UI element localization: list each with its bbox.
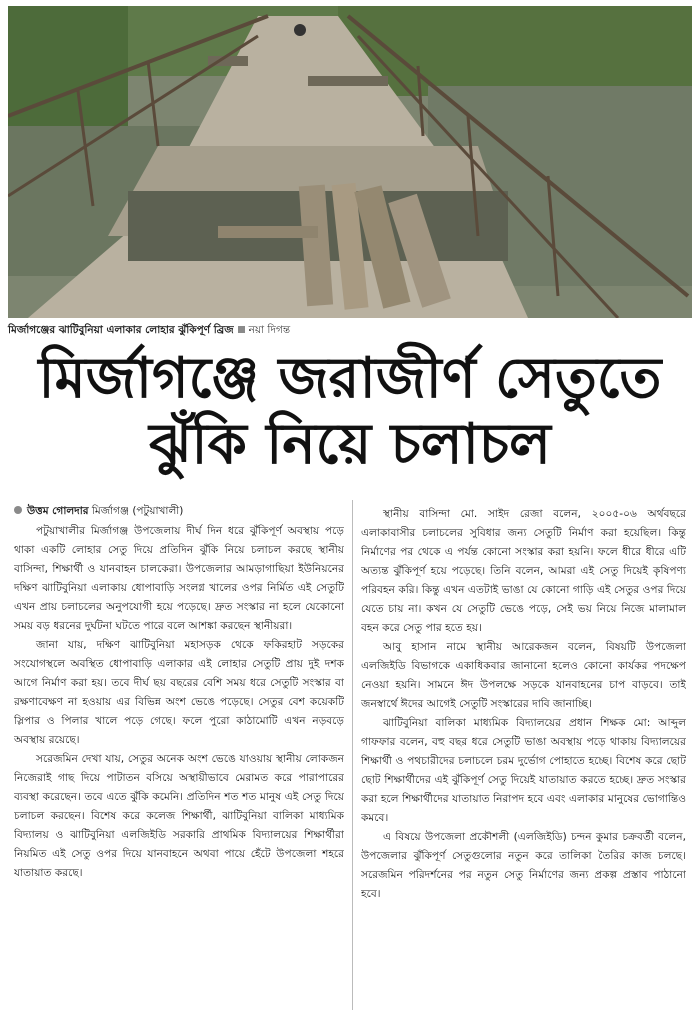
byline (14, 503, 344, 519)
paragraph: জানা যায়, দক্ষিণ ঝাটিবুনিয়া মহাসড়ক থেকে ফকিরহাট সড়কের সংযোগস্থলে অবস্থিত ধোপাবাড়ি এলাকার এই লোহার সেতুটি প্রায় দুই দশক আগে নির্মাণ করা হয়। তবে দীর্ঘ ছয় বছরের বেশি সময় ধরে সেতুটি সংস্কার বা রক্ষণাবেক্ষণ না হওয়ায় এর বিভিন্ন অংশ ভেঙে পড়েছে। সেতুর বেশ কয়েকটি স্লিপার ও পিলার খালে পড়ে গেছে। ফলে পুরো কাঠামোটি এখন নড়বড়ে অবস্থায় রয়েছে। (14, 639, 344, 746)
paragraph: স্থানীয় বাসিন্দা মো. সাইদ রেজা বলেন, ২০০৫-০৬ অর্থবছরে এলাকাবাসীর চলাচলের সুবিধার জন্য সেতুটি নির্মাণ করা হয়েছিল। কিন্তু নির্মাণের পর থেকে এ পর্যন্ত কোনো সংস্কার করা হয়নি। ফলে ধীরে ধীরে এটি অত্যন্ত ঝুঁকিপূর্ণ হয়ে পড়েছে। তিনি বলেন, আমরা এই সেতু দিয়েই কৃষিপণ্য পরিবহন করি। কিন্তু এখন এতটাই ভাঙা যে কোনো গাড়ি এই সেতুর ওপর দিয়ে যেতে চায় না। কখন যে সেতুটি ভেঙে পড়ে, সেই ভয় নিয়ে নিজে মালামাল বহন করে সেতু পার হতে হয়। (361, 508, 686, 634)
headline-line-1: মির্জাগঞ্জে জরাজীর্ণ সেতুতে (38, 346, 662, 411)
headline (8, 346, 692, 478)
byline-location: মির্জাগঞ্জ (পটুয়াখালী) (91, 505, 184, 517)
article-column-left (14, 522, 344, 1014)
headline-line-2: ঝুঁকি নিয়ে চলাচল (149, 412, 551, 477)
paragraph: এ বিষয়ে উপজেলা প্রকৌশলী (এলজিইডি) চন্দন কুমার চক্রবর্তী বলেন, উপজেলার ঝুঁকিপূর্ণ সেতুগুলোর নতুন করে তালিকা তৈরির কাজ চলছে। সরেজমিন পরিদর্শনের পর নতুন সেতু নির্মাণের জন্য প্রকল্প প্রস্তাব পাঠানো হবে। (361, 831, 686, 900)
byline-author: উত্তম গোলদার (27, 505, 89, 517)
article-column-right (361, 505, 686, 1014)
bullet-icon (14, 506, 22, 514)
square-icon (238, 326, 245, 333)
bridge-photo (8, 6, 692, 318)
caption-text: মির্জাগঞ্জের ঝাটিবুনিয়া এলাকার লোহার ঝুঁকিপূর্ণ ব্রিজ (8, 324, 234, 336)
caption-credit: নয়া দিগন্ত (248, 324, 291, 336)
paragraph: সরেজমিন দেখা যায়, সেতুর অনেক অংশ ভেঙে যাওয়ায় স্থানীয় লোকজন নিজেরাই গাছ দিয়ে পাটাতন বসিয়ে অস্থায়ীভাবে মেরামত করে পারাপারের ব্যবস্থা করেছেন। তবে এতে ঝুঁকি কমেনি। প্রতিদিন শত শত মানুষ এই সেতু দিয়ে চলাচল করছেন। বিশেষ করে কলেজ শিক্ষার্থী, ঝাটিবুনিয়া বালিকা মাধ্যমিক বিদ্যালয় ও ঝাটিবুনিয়া এলজিইডি সরকারি প্রাথমিক বিদ্যালয়ের শিক্ষার্থীরা নিয়মিত এই সেতু ওপর দিয়ে যানবাহনে অথবা পায়ে হেঁটে উপজেলা শহরে যাতায়াত করছে। (14, 753, 344, 879)
paragraph: আবু হাসান নামে স্থানীয় আরেকজন বলেন, বিষয়টি উপজেলা এলজিইডি বিভাগকে একাধিকবার জানানো হলেও কোনো কার্যকর পদক্ষেপ নেওয়া হয়নি। সামনে ঈদ উপলক্ষে সড়কে যানবাহনের চাপ বাড়বে। তাই জনস্বার্থে ঈদের আগেই সেতুটি সংস্কারের দাবি জানাচ্ছি। (361, 641, 686, 710)
photo-caption (8, 322, 692, 338)
paragraph: ঝাটিবুনিয়া বালিকা মাধ্যমিক বিদ্যালয়ের প্রধান শিক্ষক মো: আব্দুল গাফফার বলেন, বহু বছর ধরে সেতুটি ভাঙা অবস্থায় পড়ে থাকায় বিদ্যালয়ের শিক্ষার্থী ও পথচারীদের চলাচলে চরম দুর্ভোগ পোহাতে হচ্ছে। বিশেষ করে ছোট ছোট শিক্ষার্থীদের এই ঝুঁকিপূর্ণ সেতু দিয়েই যাতায়াত করতে হচ্ছে। দ্রুত সংস্কার করা হলে শিক্ষার্থীদের যাতায়াত নিরাপদ হবে এবং এলাকার মানুষের ভোগান্তিও কমবে। (361, 717, 686, 824)
column-divider (352, 500, 353, 1010)
paragraph: পটুয়াখালীর মির্জাগঞ্জ উপজেলায় দীর্ঘ দিন ধরে ঝুঁকিপূর্ণ অবস্থায় পড়ে থাকা একটি লোহার সেতু দিয়ে প্রতিদিন ঝুঁকি নিয়ে চলাচল করছে স্থানীয় বাসিন্দা, শিক্ষার্থী ও যানবাহন চালকেরা। উপজেলার আমড়াগাছিয়া ইউনিয়নের দক্ষিণ ঝাটিবুনিয়া এলাকায় ধোপাবাড়ি সংলগ্ন খালের ওপর নির্মিত এই সেতুটি এখন প্রায় চলাচলের অনুপযোগী হয়ে পড়েছে। দ্রুত সংস্কার না হলে যেকোনো সময় বড় ধরনের দুর্ঘটনা ঘটতে পারে বলে আশঙ্কা করছেন স্থানীয়রা। (14, 525, 344, 632)
